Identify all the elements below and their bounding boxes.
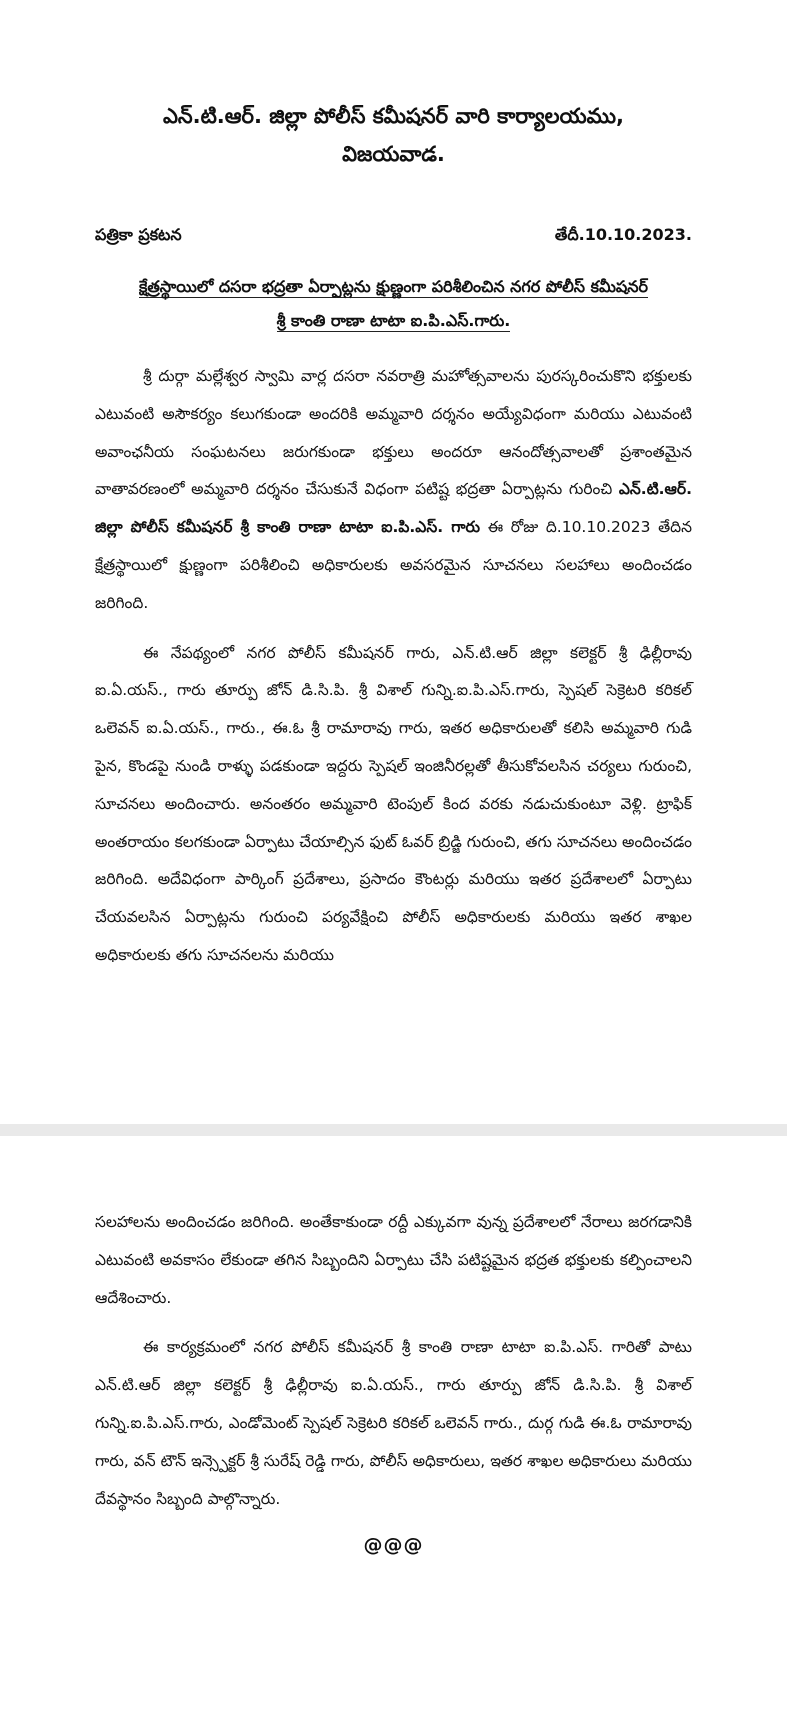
headline-line-1: క్షేత్రస్థాయిలో దసరా భద్రతా ఏర్పాట్లను క్షుణ్ణంగా పరిశీలించిన నగర పోలీస్ కమీషనర్ [138,277,649,296]
paragraph-3: సలహాలను అందించడం జరిగింది. అంతేకాకుండా రద్దీ ఎక్కువగా వున్న ప్రదేశాలలో నేరాలు జరగడానికి ఎటువంటి అవకాసం లేకుండా తగిన సిబ్బందిని ఏర్పాటు చేసి పటిష్టమైన భద్రత భక్తులకు కల్పించాలని ఆదేశించారు. [95,1213,692,1307]
headline-line-2: శ్రీ కాంతి రాణా టాటా ఐ.పి.ఎస్.గారు. [276,311,511,330]
office-title: ఎన్.టి.ఆర్. జిల్లా పోలీస్ కమీషనర్ వారి కార్యాలయము, [162,104,625,128]
document-page-2 [0,1136,787,1735]
meta-row [95,225,692,248]
date-label: తేదీ.10.10.2023. [554,225,692,244]
paragraph-1 [95,358,692,623]
paragraph-1-text-a: శ్రీ దుర్గా మల్లేశ్వర స్వామి వార్ల దసరా నవరాత్రి మహోత్సవాలను పురస్కరించుకొని భక్తులకు ఎటువంటి అసౌకర్యం కలుగకుండా అందరికి అమ్మవారి దర్శనం అయ్యేవిధంగా మరియు ఎటువంటి అవాంఛనీయ సంఘటనలు జరుగకుండా భక్తులు అందరూ ఆనందోత్సవాలతో ప్రశాంతమైన వాతావరణంలో అమ్మవారి దర్శనం చేసుకునే విధంగా పటిష్ట భద్రతా ఏర్పాట్లను గురించి [95,367,692,499]
paragraph-4: ఈ కార్యక్రమంలో నగర పోలీస్ కమీషనర్ శ్రీ కాంతి రాణా టాటా ఐ.పి.ఎస్. గారితో పాటు ఎన్.టి.ఆర్ జిల్లా కలెక్టర్ శ్రీ ఢిల్లీరావు ఐ.ఏ.యస్., గారు తూర్పు జోన్ డి.సి.పి. శ్రీ విశాల్ గున్ని.ఐ.పి.ఎస్.గారు, ఎండోమెంట్ స్పెషల్ సెక్రెటరి కరికల్ ఒలెవన్ గారు., దుర్గ గుడి ఈ.ఓ రామారావు గారు, వన్ టౌన్ ఇన్స్పెక్టర్ శ్రీ సురేష్ రెడ్డి గారు, పోలీస్ అధికారులు, ఇతర శాఖల అధికారులు మరియు దేవస్థానం సిబ్బంది పాల్గొన్నారు. [95,1338,692,1508]
press-release-label: పత్రికా ప్రకటన [95,225,182,244]
paragraph-2: ఈ నేపథ్యంలో నగర పోలీస్ కమీషనర్ గారు, ఎన్.టి.ఆర్ జిల్లా కలెక్టర్ శ్రీ ఢిల్లీరావు ఐ.ఏ.యస్., గారు తూర్పు జోన్ డి.సి.పి. శ్రీ విశాల్ గున్ని.ఐ.పి.ఎస్.గారు, స్పెషల్ సెక్రెటరి కరికల్ ఒలెవన్ ఐ.ఏ.యస్., గారు., ఈ.ఓ శ్రీ రామారావు గారు, ఇతర అధికారులతో కలిసి అమ్మవారి గుడి పైన, కొండపై నుండి రాళ్ళు పడకుండా ఇద్దరు స్పెషల్ ఇంజినీరల్లతో తీసుకోవలసిన చర్యలు గురుంచి, సూచనలు అందించారు. అనంతరం అమ్మవారి టెంపుల్ కింద వరకు నడుచుకుంటూ వెళ్లి. ట్రాఫిక్ అంతరాయం కలగకుండా ఏర్పాటు చేయాల్సిన ఫుట్ ఓవర్ బ్రిడ్జి గురుంచి, తగు సూచనలు అందించడం జరిగింది. అదేవిధంగా పార్కింగ్ ప్రదేశాలు, ప్రసాదం కౌంటర్లు మరియు ఇతర ప్రదేశాలలో ఏర్పాటు చేయవలసిన ఏర్పాట్లను గురుంచి పర్యవేక్షించి పోలీస్ అధికారులకు మరియు ఇతర శాఖల అధికారులకు తగు సూచనలను మరియు [95,643,692,964]
headline [95,270,692,338]
paragraph-1-bold: ఎన్.టి.ఆర్. జిల్లా పోలీస్ కమీషనర్ శ్రీ కాంతి రాణా టాటా ఐ.పి.ఎస్. గారు [95,480,692,537]
office-city: విజయవాడ. [342,142,445,166]
end-mark: @@@ [363,1534,424,1557]
paragraph-1-text-b: ఈ రోజు ది.10.10.2023 తేదిన క్షేత్రస్థాయిలో క్షుణ్ణంగా పరిశీలించి అధికారులకు అవసరమైన సూచనలు సలహాలు అందించడం జరిగింది. [95,518,692,612]
